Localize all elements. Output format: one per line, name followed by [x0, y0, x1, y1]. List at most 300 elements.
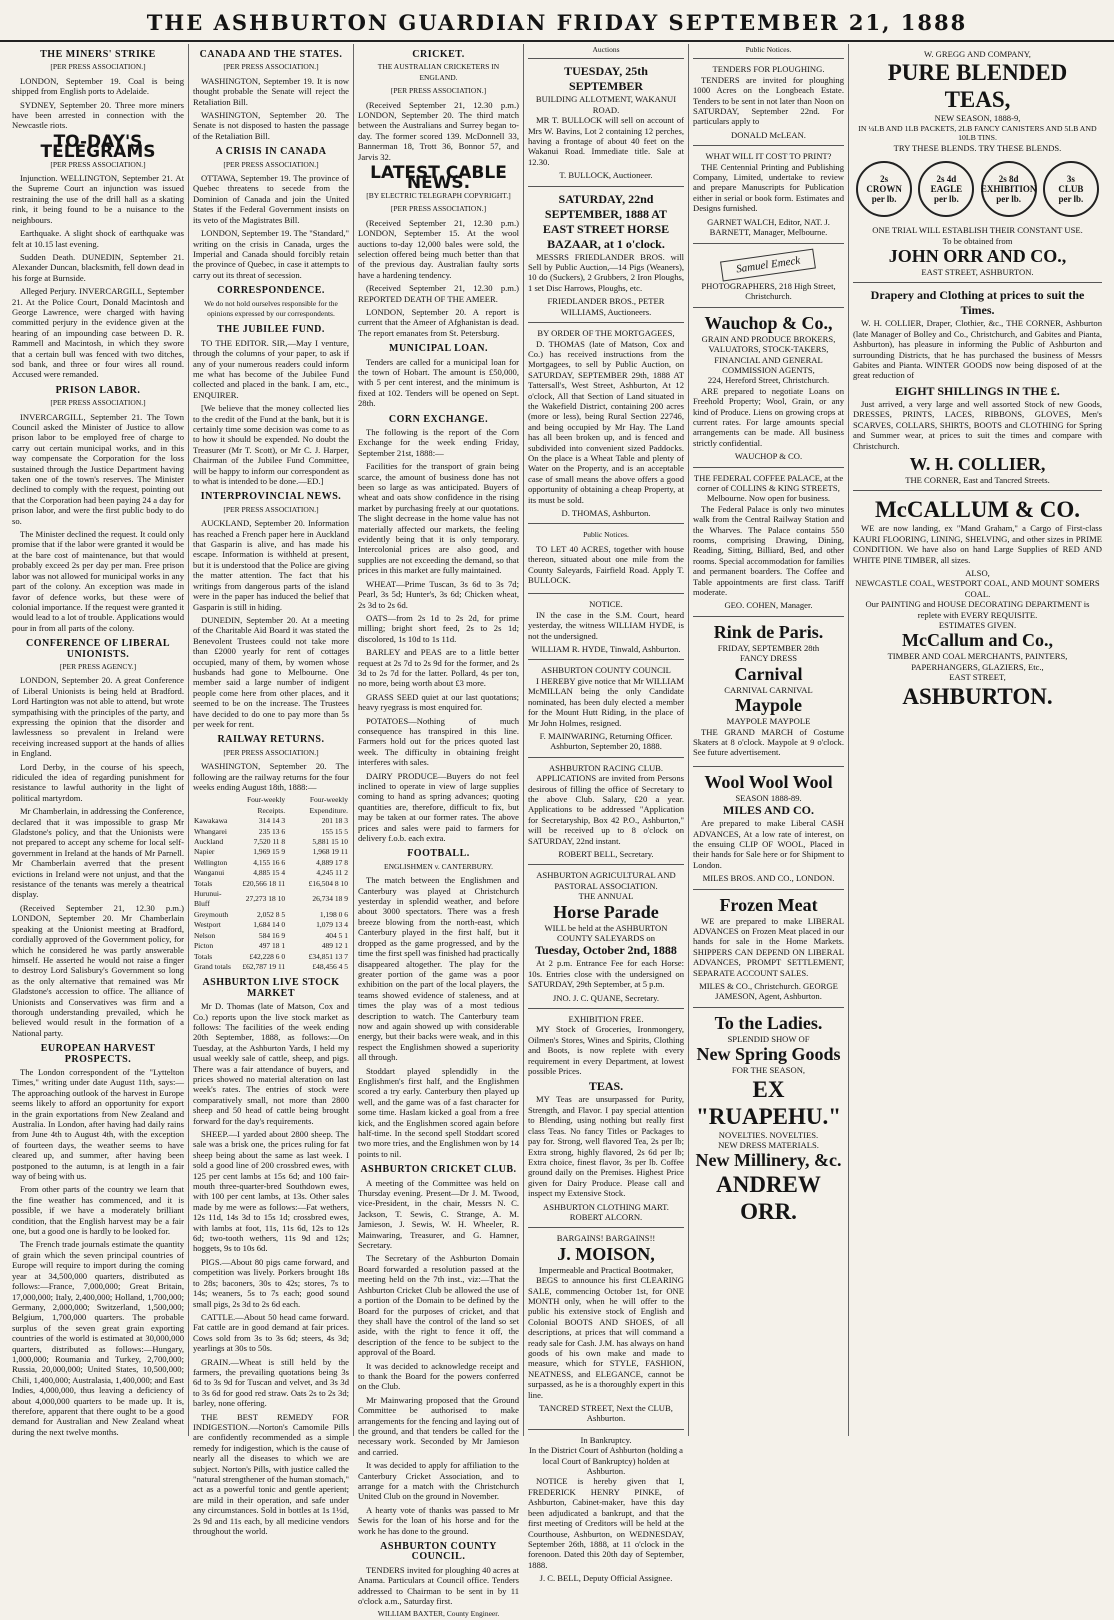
one-trial: ONE TRIAL WILL ESTABLISH THEIR CONSTANT USE.: [872, 225, 1083, 236]
notice-signature: WAUCHOP & CO.: [734, 451, 803, 462]
amount-cell: 314 14 3: [258, 816, 286, 826]
heading-todays-telegrams: TO-DAY'S TELEGRAMS: [40, 131, 156, 163]
signature: WILLIAM BAXTER, County Engineer.: [377, 1609, 500, 1619]
notice-text: BEGS to announce his first CLEARING SALE, commencing October 1st, for ONE MONTH only, when he will offer to the public his extensive stock of English and Colonial BOOTS AND SHOES, of all descriptions, at prices that will command a ready sale for Cash. J.M. has always on hand goods of his own make and made to measure, which for STYLE, FASHION, NEATNESS, and ELEGANCE, cannot be surpassed, as he is a thoroughly expert in this line.: [528, 1275, 684, 1400]
press-credit: [PER PRESS ASSOCIATION.]: [223, 747, 319, 757]
splendid-show: SPLENDID SHOW OF: [727, 1033, 810, 1044]
article-paragraph: INVERCARGILL, September 21. The Town Council asked the Minister of Justice to allow prison labor to be employed free of charge to carry out certain municipal works, and in this way compensate the Corporation for the loss sustained through the Justice Department having taken one of the town's reserves. The Minister declined to comply with the request, pointing out that the Corporation had been paying 24 a day for prison labor, and were the first public body to do so.: [12, 411, 184, 526]
article-paragraph: DUNEDIN, September 20. At a meeting of the Charitable Aid Board it was stated the Benevolent Trustees could not take more than £2000 yearly for rent of cottages occupied, many of them, by women whose husbands had gone to Melbourne. One member said a large number of indigent people come here from other places, and it seemed to be on the increase. The Trustees have decided to do one to pay more than 5s per week for rent.: [193, 614, 349, 729]
article-paragraph: The match between the Englishmen and Canterbury was played at Christchurch yesterday in splendid weather, and before about 3000 spectators. There was a fresh breeze blowing from the north-east, which Canterbury played in the first half, but it dropped as the game progressed, and by the time the first spell was finished had practically disappeared altogether. The play for the greater portion of the game was a poor exhibition on the part of the local players, the teams showed evidence of staleness, and at times the play was of a most tedious description to watch. The Canterbury team now and again showed up with considerable energy, but their backs were weak, and in this respect the Englishmen showed a superiority all through.: [358, 875, 519, 1063]
article-paragraph: WASHINGTON, September 19. It is now thought probable the Senate will reject the Retaliation Bill.: [193, 75, 349, 107]
notice-ad: [528, 593, 684, 659]
wauchop-heading: Wauchop & Co.,: [704, 312, 833, 333]
auction-ad: [528, 186, 684, 322]
tea-price-text: per lb.: [1058, 194, 1084, 205]
table-row: [193, 858, 349, 868]
newspaper-title: THE ASHBURTON GUARDIAN FRIDAY SEPTEMBER 21, 1888: [146, 10, 968, 35]
table-row: [193, 962, 349, 972]
station-cell: Nelson: [194, 930, 216, 940]
article-paragraph: The London correspondent of the "Lyttelton Times," writing under date August 11th, says:—The approaching outlook of the harvest in Europe seems likely to afford an opportunity for export in the grain exportations from New Zealand and Australia. In London, after having had daily rains from June 4th to August 4th, with the exception of fourteen days, the weather seems to have cleared up, and summer, after having been postponed to the autumn, is at length in a fair way of being with us.: [12, 1066, 184, 1182]
amount-cell: 1,684 14 0: [253, 920, 286, 930]
press-credit: [PER PRESS ASSOCIATION.]: [390, 204, 487, 214]
frozen-meat-heading: Frozen Meat: [719, 894, 818, 915]
notice-signature: GARNET WALCH, Editor, NAT. J. BARNETT, Manager, Melbourne.: [707, 216, 830, 238]
notice-paragraph: TENDERS invited for ploughing 40 acres at Anama. Particulars at Council office. Tenders addressed to Chairman to be sent in by 11 o'clock a.m., Saturday first.: [358, 1564, 519, 1607]
notice-signature: ROBERT BELL, Secretary.: [558, 848, 654, 859]
also-label: ALSO,: [965, 567, 990, 578]
andrew-orr-ad: [693, 1007, 844, 1231]
tea-price-text: per lb.: [871, 194, 897, 205]
notice-subtitle: THE ANNUAL: [578, 891, 634, 902]
table-row: [193, 868, 349, 878]
table-row: [193, 827, 349, 837]
heading-crisis-canada: A CRISIS IN CANADA: [215, 146, 327, 158]
alcorn-business: ASHBURTON CLOTHING MART.: [543, 1201, 669, 1212]
section-label: Auctions: [592, 45, 620, 54]
tea-blend-name: EAGLE: [930, 184, 963, 195]
station-cell: Whangarei: [194, 826, 227, 836]
notice-title: NOTICE.: [589, 599, 623, 610]
article-paragraph: Tenders are called for a municipal loan for the town of Hobart. The amount is £50,000, with 5 per cent interest, and the minimum is fixed at 102. Tenders will be opened on Sept. 28th.: [358, 356, 519, 409]
amount-cell: £16,504 8 10: [308, 878, 348, 888]
table-row: [193, 920, 349, 930]
article-paragraph: OATS—from 2s 1d to 2s 2d, for prime milling; bright short feed, 2s to 2s 1d; discolored, 1s 10d to 1s 11d.: [358, 612, 519, 644]
notice-subtitle: GRAIN AND PRODUCE BROKERS, VALUATORS, STOCK-TAKERS, FINANCIAL AND GENERAL COMMISSION AGENTS,: [701, 333, 836, 375]
article-paragraph: The Secretary of the Ashburton Domain Board forwarded a resolution passed at the meeting held on the 7th inst., viz:—That the Ashburton Cricket Club be allowed the use of a portion of the Domain to be defined by the Board for the purposes of cricket, and that they shall have the control of the land so set aside, with the right to fence it off, the description of the fence to be subject to the approval of the Board.: [358, 1253, 519, 1358]
john-orr-address: EAST STREET, ASHBURTON.: [921, 267, 1034, 278]
rink-ad: [693, 616, 844, 766]
station-cell: Napier: [194, 847, 215, 857]
amount-cell: £62,787 19 11: [242, 961, 286, 971]
collier-address: THE CORNER, East and Tancred Streets.: [905, 474, 1050, 485]
notice-title: ASHBURTON AGRICULTURAL AND PASTORAL ASSOCIATION.: [536, 870, 676, 891]
amount-cell: 489 12 1: [321, 941, 348, 951]
notice-text: MY Teas are unsurpassed for Purity, Strength, and Flavor. I pay special attention to Blending, using nothing but really first class Teas. No fancy Titles or Packages to pay for. Strong, well flavored Tea, 2s per lb; Extra strong, highly flavored, 2s 6d per lb; Extra choice, finest flavor, 3s per lb. Coffee ground daily on the Premises. Highest Price given for Dairy Produce. Please call and inspect my Extensive Stock.: [528, 1094, 684, 1199]
article-paragraph: From other parts of the country we learn that the fine weather has commenced, and it is possible, if we have a moderately brilliant condition, that the English harvest may be a fair one, but a good one is hardly to be looked for.: [12, 1184, 184, 1237]
heading-municipal-loan: MUNICIPAL LOAN.: [389, 343, 488, 355]
article-paragraph: Sudden Death. DUNEDIN, September 21. Alexander Duncan, blacksmith, fell down dead in his forge at Burnside.: [12, 251, 184, 283]
press-credit: [PER PRESS ASSOCIATION.]: [390, 86, 487, 96]
auction-date: TUESDAY, 25th SEPTEMBER: [564, 64, 648, 94]
amount-cell: 1,968 19 11: [312, 847, 348, 857]
article-paragraph: AUCKLAND, September 20. Information has reached a French paper here in Auckland that Gasparin is alive, and has made his escape. Information is withheld at present, but it is understood that the Police are giving the matter attention. The fact that his writings from dangerous parts of the island were in the paper has induced the belief that Gasparin is still in hiding.: [193, 518, 349, 612]
notice-text: ARE prepared to negotiate Loans on Freehold Property; Wool, Grain, or any kind of Produce. Liens on growing crops at current rates. For large amounts special arrangements can be made. All business strictly confidential.: [693, 385, 844, 448]
article-paragraph: Earthquake. A slight shock of earthquake was felt at 10.15 last evening.: [12, 228, 184, 249]
tea-blend-name: CLUB: [1058, 184, 1084, 195]
amount-cell: £42,228 6 0: [249, 951, 286, 961]
railway-returns-body: [193, 816, 349, 972]
notice-text: WE are now landing, ex "Mand Graham," a Cargo of First-class KAURI FLOORING, LINING, SHELVING, and other sizes in PRIME CONDITION. We have also on hand Large Supplies of RED AND WHITE PINE TIMBER, all sizes.: [853, 523, 1102, 565]
auction-title: SATURDAY, 22nd SEPTEMBER, 1888 AT EAST STREET HORSE BAZAAR, at 1 o'clock.: [542, 191, 670, 251]
notice-text: TO LET 40 ACRES, together with house thereon, situated about one mile from the County Saleyards, Fairfield Road. Apply T. BULLOCK.: [528, 543, 684, 586]
obtained-from: To be obtained from: [942, 235, 1013, 246]
article-paragraph: WASHINGTON, September 20. The following are the railway returns for the four weeks ending August 18th, 1888:—: [193, 761, 349, 792]
notice-signature: DONALD McLEAN.: [731, 129, 806, 140]
notice-text: MY Stock of Groceries, Ironmongery, Oilmen's Stores, Wines and Spirits, Clothing and Boots, is now replete with every requirement in every Department, at lowest possible Prices.: [528, 1024, 684, 1077]
column-6: [848, 44, 1106, 1436]
tea-price-text: 3s: [1066, 174, 1075, 185]
bankruptcy-notice: [528, 1429, 684, 1589]
amount-cell: 4,155 16 6: [253, 857, 286, 867]
article-paragraph: (Received September 21, 12.30 p.m.) REPORTED DEATH OF THE AMEER.: [358, 283, 519, 304]
article-paragraph: PIGS.—About 80 pigs came forward, and competition was lively. Porkers brought 18s to 28s; baconers, 30s to 42s; stores, 7s to 14s; weaners, 5s to 7s each; good sound small pigs, 2s 3d to 2s 6d each.: [193, 1256, 349, 1309]
section-label: Public Notices.: [745, 45, 792, 54]
ladies-heading: To the Ladies.: [714, 1012, 823, 1033]
moison-address: TANCRED STREET, Next the CLUB, Ashburton.: [539, 1403, 673, 1424]
auction-ad: [528, 58, 684, 185]
maypole-repeat: MAYPOLE MAYPOLE: [726, 716, 811, 727]
amount-cell: 201 18 3: [321, 816, 348, 826]
photographer-ad: [693, 243, 844, 307]
tea-price-text: per lb.: [933, 194, 959, 205]
photographer-logo: Samuel Emeck: [720, 248, 816, 281]
station-cell: Westport: [194, 920, 221, 930]
tea-price-text: per lb.: [996, 194, 1022, 205]
mccallum-heading: McCALLUM & CO.: [874, 497, 1081, 523]
notice-text: TENDERS are invited for ploughing 1000 Acres on the Longbeach Estate. Tenders to be sent in not later than Noon on SATURDAY, September 22nd. For particulars apply to: [693, 74, 844, 127]
auction-signature: FRIEDLANDER BROS., PETER WILLIAMS, Auctioneers.: [547, 296, 665, 317]
article-paragraph: Facilities for the transport of grain being scarce, the amount of business done has not been so large as was anticipated. Buyers of wheat and oats show confidence in the rising market by purchasing freely at our quotations. The slight decrease in the home value has not materially affected our markets, the feeling evidently being that it is only temporary. Intercolonial prices are also good, and supplies are not exceeding the demand, so that prices in this market are fully maintained.: [358, 461, 519, 576]
heading-latest-cable-news: LATEST CABLE NEWS.: [370, 163, 507, 194]
column-2: [188, 44, 353, 1537]
heading-miners-strike: THE MINERS' STRIKE: [40, 49, 156, 60]
notice-text: I HEREBY give notice that Mr WILLIAM McMILLAN being the only Candidate nominated, has been duly elected a member for the Mount Hutt Riding, in the place of Mr John Holmes, resigned.: [528, 675, 684, 728]
tea-price-badge: [918, 161, 974, 217]
wool-company: MILES AND CO.: [722, 803, 814, 818]
amount-cell: 1,969 15 9: [253, 847, 286, 857]
article-paragraph: SHEEP.—I yarded about 2800 sheep. The sale was a brisk one, the prices ruling for fat sheep being about the same as last week. I sold a good line of 200 crossbred ewes, with 125 per cent lambs at 15s 6d; and 100 fair-mouth three-quarter-bred Southdown ewes, with 100 per cent lambs, at 13s. Other sales made by me were as follows:—Fat wethers, 12s 11d, 14s 3d to 15s 1d; crossbred ewes, with lambs at foot, 11s, 11s 6d, 12s to 12s 6d; two-tooth wethers, 11s 9d and 12s; hoggets, 9s to 10s 6d.: [193, 1129, 349, 1254]
amount-cell: 27,273 18 10: [245, 894, 286, 904]
auction-text: D. THOMAS (late of Matson, Cox and Co.) has received instructions from the Mortgagees, to sell by Public Auction, on SATURDAY, SEPTEMBER 29th, 1888 AT Tattersall's, West Street, Ashburton, At 12 o'clock, All that Section of Land situated in the Wakefield District, containing 200 acres (more or less), being Rural Section 22746, and being occupied by Mr Hay. The Land has all been broken up, and is fenced and subdivided into convenient sized Paddocks. On the place is a Wheat Table and plenty of Water on the Property, and is an acceptable case of small means the above offers a good opportunity of obtaining a cheap Property, at its must be sold.: [528, 338, 684, 505]
heading-county-council: ASHBURTON COUNTY COUNCIL.: [380, 1541, 497, 1563]
heading-cricket-club: ASHBURTON CRICKET CLUB.: [360, 1164, 517, 1176]
article-paragraph: Stoddart played splendidly in the Englishmen's first half, and the Englishmen scored a try early. Canterbury then played up well, and the game was of a fast character for some time. Haslam kicked a goal from a free kick, and the Englishmen scored again before half-time. In the second spell Stoddart scored two more tries, and the Englishmen won by 14 points to nil.: [358, 1065, 519, 1159]
station-cell: Totals: [194, 951, 213, 961]
article-paragraph: GRASS SEED quiet at our last quotations; heavy ryegrass is most enquired for.: [358, 691, 519, 713]
editorial-disclaimer: We do not hold ourselves responsible for the opinions expressed by our correspondents.: [204, 298, 338, 318]
article-paragraph: OTTAWA, September 19. The province of Quebec threatens to secede from the Dominion of Canada and join the United States if the Federal Government insists on its veto of the Magistrates Bill.: [193, 173, 349, 225]
page-columns: [8, 44, 1106, 1619]
heading-railway-returns: RAILWAY RETURNS.: [217, 734, 325, 746]
article-paragraph: LONDON, September 19. Coal is being shipped from English ports to Adelaide.: [12, 75, 184, 97]
press-credit: [PER PRESS ASSOCIATION.]: [50, 62, 146, 72]
new-season: NEW SEASON, 1888-9,: [934, 113, 1021, 124]
tea-price-text: 2s 8d: [998, 174, 1019, 185]
article-paragraph: WHEAT—Prime Tuscan, 3s 6d to 3s 7d; Pearl, 3s 5d; Hunter's, 3s 6d; Chicken wheat, 2s 3d to 2s 6d.: [358, 578, 519, 610]
station-cell: Kawakawa: [194, 816, 228, 826]
printing-ad: [693, 145, 844, 242]
article-paragraph: A hearty vote of thanks was passed to Mr Sewis for the loan of his horse and for the work he has done to the ground.: [358, 1504, 519, 1536]
press-credit: [PER PRESS ASSOCIATION.]: [223, 159, 319, 169]
mccallum-town: ASHBURTON.: [902, 683, 1053, 709]
amount-cell: £20,566 18 11: [242, 878, 286, 888]
tender-ad: [693, 58, 844, 145]
notice-signature: JNO. J. C. QUANE, Secretary.: [552, 992, 660, 1003]
amount-cell: 497 18 1: [258, 941, 286, 951]
heading-european-harvest: EUROPEAN HARVEST PROSPECTS.: [40, 1043, 156, 1065]
article-paragraph: LONDON, September 20. A report is current that the Ameer of Afghanistan is dead. The report emanates from St. Petersburg.: [358, 306, 519, 338]
article-paragraph: Injunction. WELLINGTON, September 21. At the Supreme Court an injunction was issued restraining the use of the drill hall as a skating rink, it being found to be a nuisance to the neighbours.: [12, 173, 184, 225]
masthead: [0, 0, 1114, 42]
press-credit: [BY ELECTRIC TELEGRAPH COPYRIGHT.]: [366, 190, 511, 200]
alcorn-name: ROBERT ALCORN.: [569, 1211, 643, 1222]
subheading: THE AUSTRALIAN CRICKETERS IN ENGLAND.: [377, 62, 500, 82]
station-cell: Hurunui-Bluff: [194, 889, 222, 909]
notice-signature: MILES & CO., Christchurch. GEORGE JAMESON, Agent, Ashburton.: [699, 981, 838, 1002]
coffee-palace-ad: [693, 467, 844, 616]
auction-signature: T. BULLOCK, Auctioneer.: [559, 170, 653, 181]
station-cell: Wellington: [194, 857, 228, 867]
article-paragraph: Alleged Perjury. INVERCARGILL, September 21. At the Police Court, Donald Macintosh and George Lawrence, were charged with having committed perjury in the evidence given at the hearing of an impounding case between D. R. Rammell and Macintosh, in which they swore that a certain bull was fenced with two ditches, sod bank, and three or four wires all round. Accused were remanded.: [12, 286, 184, 380]
notice-ad: [528, 523, 684, 593]
press-credit: [PER PRESS AGENCY.]: [59, 661, 137, 671]
heading-canada-states: CANADA AND THE STATES.: [199, 49, 343, 60]
article-paragraph: DAIRY PRODUCE—Buyers do not feel inclined to operate in view of large supplies coming to hand as spring advances; quoting quantities are, therefore, difficult to fix, but may be taken at our former rates. The above prices and sales were paid to farmers for delivery f.o.b. each extra.: [358, 770, 519, 844]
article-paragraph: A meeting of the Committee was held on Thursday evening. Present—Dr J. M. Twood, vice-President, in the chair, Messrs N. C. Jackson, T. Sewis, C. Strange, A. M. Jamieson, J. Sewis, W. H. Wheeler, R. Mainwaring, Treasurer, and G. Hamner, Secretary.: [358, 1177, 519, 1251]
column-1: [8, 44, 188, 1436]
rink-subtitle: FANCY DRESS: [739, 653, 798, 664]
notice-text: Just arrived, a very large and well assorted Stock of new Goods, DRESSES, PRINTS, LACES, RIBBONS, GLOVES, Men's SCARVES, COLLARS, SHIRTS, BOOTS and CLOTHING for Spring and Summer wear, at prices to suit the times and compare with Christchurch.: [853, 398, 1102, 451]
horse-parade-heading: Horse Parade: [553, 901, 659, 922]
auction-signature: D. THOMAS, Ashburton.: [561, 508, 651, 518]
article-paragraph: (Received September 21, 12.30 p.m.) LONDON, September 20. The third match between the Australians and Surrey began to-day. The former scored 139. McDonnell 33, Bannerman 18, Trott 36, Bonnor 57, and Jarvis 32.: [358, 99, 519, 162]
maypole-heading: Maypole: [735, 695, 802, 716]
teas-heading: TEAS.: [588, 1079, 624, 1094]
notice-title: EXHIBITION FREE.: [568, 1014, 644, 1025]
notice-signature: J. C. BELL, Deputy Official Assignee.: [539, 1573, 673, 1584]
article-paragraph: Mr D. Thomas (late of Matson, Cox and Co.) reports upon the live stock market as follows: The facilities of the week ending 20th September, 1888, as follows:—On Tuesday, at the Ashburton Yards, I held my usual weekly sale of cattle, sheep, and pigs. There was a fair attendance of buyers, and prices showed no material alteration on last week's rates. The entries of stock were comparatively small, not more than 2800 sheep and 50 head of cattle being brought forward for the day's requirements.: [193, 1001, 349, 1126]
heading-liberal-unionists: CONFERENCE OF LIBERAL UNIONISTS.: [25, 638, 171, 660]
article-paragraph: GRAIN.—Wheat is still held by the farmers, the prevailing quotations being 3s 6d to 3s 9d for Tuscan and velvet, and 3s 3d to 3s 6d for good red straw. Oats 2s to 2s 3d; barley, none offering.: [193, 1356, 349, 1409]
subheading: ENGLISHMEN v. CANTERBURY.: [384, 861, 493, 871]
table-header: [193, 795, 234, 816]
press-credit: [PER PRESS ASSOCIATION.]: [50, 398, 146, 408]
notice-title: In Bankruptcy.: [580, 1434, 632, 1445]
table-row: [193, 816, 349, 826]
table-header: Four-weekly Expenditure.: [309, 795, 348, 815]
heading-cricket: CRICKET.: [412, 49, 465, 60]
amount-cell: 404 5 1: [325, 930, 348, 940]
bargains-heading: BARGAINS! BARGAINS!!: [556, 1233, 656, 1244]
station-cell: Greymouth: [194, 909, 229, 919]
wauchop-ad: [693, 307, 844, 467]
rink-heading: Rink de Paris.: [713, 621, 824, 642]
notice-text: APPLICATIONS are invited from Persons desirous of filling the office of Secretary to the above Club. Salary, £20 a year. Applications to be addressed "Application for Secretaryship, Box 42 P.O., Ashburton," will be received up to 8 o'clock on SATURDAY, 22nd instant.: [528, 773, 684, 846]
article-paragraph: It was decided to acknowledge receipt and to thank the Board for the powers conferred on the Club.: [358, 1360, 519, 1392]
auction-text: MR T. BULLOCK will sell on account of Mrs W. Bavins, Lot 2 containing 12 perches, having a frontage of about 40 feet on the Wakanui Road. Immediate title. Sale at 12.30.: [528, 115, 684, 167]
auction-ad: [528, 322, 684, 523]
article-paragraph: WASHINGTON, September 20. The Senate is not disposed to hasten the passage of the Retaliation Bill.: [193, 110, 349, 141]
notice-title: WHAT WILL IT COST TO PRINT?: [705, 151, 832, 162]
article-paragraph: It was decided to apply for affiliation to the Canterbury Cricket Association, and to arrange for a match with the Christchurch United Club on the ground in November.: [358, 1460, 519, 1502]
tea-price-text: 2s 4d: [936, 174, 957, 185]
auction-text: MESSRS FRIEDLANDER BROS. will Sell by Public Auction,—14 Pigs (Weaners), 10 do (Suckers), 2 Grubbers, 2 Iron Ploughs, 1 set Disc Harrows, Ploughs, etc.: [528, 251, 684, 293]
pure-blended-teas: PURE BLENDED TEAS,: [887, 60, 1068, 113]
article-paragraph: Mr Chamberlain, in addressing the Conference, declared that it was impossible to grasp Mr Gladstone's policy, and that the Unionists were not prepared to accept any scheme for local self-government in Ireland at the hands of Mr Parnell. Mr Chamberlain averred that the present evictions in Ireland were not unjust, and that the resistance of the tenants was merely a theatrical display.: [12, 806, 184, 900]
wool-heading: Wool Wool Wool: [704, 771, 833, 792]
article-paragraph: Lord Derby, in the course of his speech, ridiculed the idea of regarding punishment for resistance to lawful authority in the light of political martyrdom.: [12, 761, 184, 803]
notice-text: WILL be held at the ASHBURTON COUNTY SALEYARDS on: [544, 922, 668, 943]
mccallum-ad: [853, 490, 1102, 714]
notice-title: ASHBURTON RACING CLUB.: [548, 762, 664, 773]
column-5: [688, 44, 848, 1436]
article-paragraph: SYDNEY, September 20. Three more miners have been arrested in connection with the Newcastle riots.: [12, 99, 184, 131]
notice-text: At 2 p.m. Entrance Fee for each Horse: 10s. Entries close with the undersigned on SATURDAY, 29th September, at 5 p.m.: [528, 958, 684, 990]
amount-cell: 4,889 17 8: [316, 857, 348, 867]
notice-text: W. H. COLLIER, Draper, Clothier, &c., THE CORNER, Ashburton (late Manager of Bolley and Co., Christchurch, and Gabites and Pianta, Ashburton), has pleasure in informing the Public of Ashburton and surrounding Districts, that he has purchased the business of Messrs Gabites and Pianta. WINTER GOODS now being disposed of at the great reduction of: [853, 318, 1102, 381]
amount-cell: 1,198 0 6: [319, 909, 348, 919]
moison-ad: [528, 1227, 684, 1429]
heading-prison-labor: PRISON LABOR.: [55, 384, 141, 396]
carnival-repeat: CARNIVAL CARNIVAL: [724, 684, 813, 695]
station-cell: Wanganui: [194, 868, 225, 878]
painting-line: Our PAINTING and HOUSE DECORATING DEPARTMENT is replete with EVERY REQUISITE.: [865, 599, 1090, 620]
amount-cell: 155 15 5: [321, 826, 348, 836]
mccallum-name: McCallum and Co.,: [901, 630, 1053, 651]
gregg-tea-ad: [853, 44, 1102, 282]
table-row: [193, 910, 349, 920]
station-cell: Auckland: [194, 837, 224, 847]
mccallum-trades: TIMBER AND COAL MERCHANTS, PAINTERS, PAPERHANGERS, GLAZIERS, Etc.,: [887, 651, 1068, 672]
notice-text: IN the case in the S.M. Court, heard yesterday, the witness WILLIAM HYDE, is not the undersigned.: [528, 609, 684, 641]
article-paragraph: CATTLE.—About 50 head came forward. Fat cattle are in good demand at fair prices. Cows sold from 3s to 3s 6d; steers, 4s 3d; yearlings at 30s to 50s.: [193, 1311, 349, 1354]
article-paragraph: The Minister declined the request. It could only promise that if the labor were granted it would be at the bare cost of maintenance, but that would probably exceed 2s per day per man. Free prison labor was not allowed for municipal works in any part of the colony. An exception was made in favor of defence works, but these were of colonial importance. If the request were granted it would lead to a lot of trouble. Applications would pour in from all parts of the colony.: [12, 529, 184, 633]
article-paragraph: LONDON, September 20. A great Conference of Liberal Unionists is being held at Bradford. Lord Hartington was not able to attend, but wrote sympathising with the principles of the party, and expressing the opinion that the disorder and lawlessness so prevalent in Ireland were receiving increased support at the hands of allies in England.: [12, 675, 184, 759]
amount-cell: £34,851 13 7: [308, 951, 348, 961]
station-cell: Totals: [194, 878, 213, 888]
table-row: [193, 847, 349, 857]
tea-price-text: 2s: [880, 174, 889, 185]
moison-name: J. MOISON,: [557, 1243, 655, 1264]
letter-paragraph: TO THE EDITOR. SIR,—May I venture, through the columns of your paper, to ask if any of your numerous readers could inform me what has become of the Jubilee Fund collected and placed in the bank. I am, etc., ENQUIRER.: [193, 337, 349, 400]
novelties: NOVELTIES. NOVELTIES.: [718, 1129, 819, 1140]
horse-parade-date: Tuesday, October 2nd, 1888: [535, 943, 677, 958]
amount-cell: 235 13 6: [258, 826, 286, 836]
article-paragraph: BARLEY and PEAS are to a little better request at 2s 7d to 2s 9d for the former, and 2s 3d to 2s 7d for the latter. Pollard, 4s per ton, no more, being worth about £3 more.: [358, 647, 519, 689]
for-season: FOR THE SEASON,: [731, 1065, 806, 1076]
press-credit: [PER PRESS ASSOCIATION.]: [223, 62, 319, 72]
notice-signature: WILLIAM R. HYDE, Tinwald, Ashburton.: [531, 644, 681, 655]
tea-price-circles: [853, 161, 1102, 217]
tea-price-badge: [1043, 161, 1099, 217]
notice-address: 224, Hereford Street, Christchurch.: [707, 375, 830, 386]
heading-jubilee-fund: THE JUBILEE FUND.: [217, 324, 325, 336]
notice-text: The Federal Palace is only two minutes walk from the Central Railway Station and the Wharves. The Palace contains 550 rooms, comprising Drawing, Dining, Reading, Sitting, Billiard, Bed, and other rooms. Special accommodation for families and permanent boarders. The Coffee and Table appointments are first class. Tariff moderate.: [693, 503, 844, 598]
table-row: [193, 837, 349, 847]
notice-text: WE are prepared to make LIBERAL ADVANCES on Frozen Meat placed in our hands for sale in the Home Markets. SHIPPERS CAN DEPEND ON LIBERAL ADVANCES, PROMPT SETTLEMENT, SEPARATE ACCOUNT SALES.: [693, 915, 844, 978]
andrew-orr-name: ANDREW ORR.: [716, 1172, 821, 1225]
notice-text: THE GRAND MARCH of Costume Skaters at 8 o'clock. Maypole at 9 o'clock. See future advertisement.: [693, 726, 844, 758]
tea-blend-name: CROWN: [866, 184, 902, 195]
heading-football: FOOTBALL.: [407, 848, 470, 860]
ruapehu-heading: EX "RUAPEHU.": [695, 1076, 841, 1129]
mccallum-street: EAST STREET,: [949, 672, 1006, 683]
article-paragraph: LONDON, September 19. The "Standard," writing on the crisis in Canada, urges the Imperial and Canada should forcibly retain the province of Quebec, in case it attempts to carry out its threat of secession.: [193, 228, 349, 280]
rink-date: FRIDAY, SEPTEMBER 28th: [717, 642, 820, 653]
heading-corn-exchange: CORN EXCHANGE.: [388, 413, 489, 425]
try-blends: TRY THESE BLENDS. TRY THESE BLENDS.: [893, 142, 1062, 153]
article-paragraph: The French trade journals estimate the quantity of grain which the seven principal countries of Europe will require to import during the coming year at 34,500,000 quarters, distributed as follows:—France, 7,000,000; Great Britain, 17,000,000; Italy, 2,400,000; Holland, 1,700,000; Germany, 2,000,000; Switzerland, 1,500,000; Belgium, 1,700,000 quarters. The probable surplus of the seven great grain exporting countries of the world is estimated at 30,000,000 quarters, distributed as follows:—Hungary, 1,000,000; Roumania and Turkey, 2,700,000; Russia, 20,000,000; United States, 10,500,000; Chili, 1,400,000; Australasia, 1,400,000; and East Indies, 4,000,000, thus leaving a deficiency of about 4,000,000 quarters to be made up. It is, therefore, apparent that there ought to be a good demand for Australian and New Zealand wheat during the next twelve months.: [12, 1239, 184, 1437]
moison-trade: Impermeable and Practical Bootmaker,: [538, 1264, 674, 1275]
column-4: [523, 44, 688, 1584]
dress-materials: NEW DRESS MATERIALS.: [718, 1140, 819, 1151]
estimates-line: ESTIMATES GIVEN.: [938, 619, 1017, 630]
notice-text: THE Centennial Printing and Publishing Company, Limited, undertake to review and prepare Manuscripts for Publication either in serial or book form. Estimates and Designs furnished.: [693, 161, 844, 214]
horse-parade-ad: [528, 864, 684, 1008]
notice-signature: GEO. COHEN, Manager.: [724, 600, 813, 611]
packets-info: IN ¼LB AND 1LB PACKETS, 2LB FANCY CANISTERS AND 5LB AND 10LB TINS.: [858, 123, 1097, 143]
auction-title: BUILDING ALLOTMENT, WAKANUI ROAD.: [535, 94, 677, 115]
amount-cell: 26,734 18 9: [312, 894, 348, 904]
amount-cell: 584 16 9: [258, 930, 286, 940]
notice-subtitle: In the District Court of Ashburton (holding a local Court of Bankruptcy) holden at Ashburton.: [529, 1445, 683, 1477]
drapery-heading: Drapery and Clothing at prices to suit the Times.: [870, 288, 1085, 318]
station-cell: Grand totals: [194, 961, 231, 971]
notice-text: PHOTOGRAPHERS, 218 High Street, Christchurch.: [701, 280, 836, 302]
table-row: [193, 941, 349, 951]
notice-text: NOTICE is hereby given that I, FREDERICK HENRY PINKE, of Ashburton, Cabinet-maker, have this day been adjudicated a bankrupt, and that the first meeting of Creditors will be held at the Courthouse, Ashburton, on WEDNESDAY, September 26th, 1888, at 11 o'clock in the forenoon. Dated this 20th day of September, 1888.: [528, 1476, 684, 1570]
notice-title: ASHBURTON COUNTY COUNCIL: [541, 665, 671, 676]
tea-price-badge: [856, 161, 912, 217]
carnival-heading: Carnival: [734, 663, 803, 684]
gregg-company: W. GREGG AND COMPANY,: [924, 49, 1031, 59]
press-credit: [PER PRESS ASSOCIATION.]: [50, 159, 146, 169]
section-label: Public Notices.: [583, 530, 629, 540]
amount-cell: 7,520 11 8: [253, 837, 286, 847]
notice-signature: F. MAINWARING, Returning Officer. Ashburton, September 20, 1888.: [539, 730, 673, 752]
notice-signature: MILES BROS. AND CO., LONDON.: [702, 873, 835, 884]
wool-season: SEASON 1888-89.: [735, 792, 802, 803]
article-paragraph: Mr Mainwaring proposed that the Ground Committee be authorised to make arrangements for the fencing and laying out of the ground, and that tenders be called for the necessary work. Seconded by Mr Jamieson and carried.: [358, 1394, 519, 1457]
coal-line: NEWCASTLE COAL, WESTPORT COAL, AND MOUNT SOMERS COAL.: [855, 578, 1100, 599]
table-header: Four-weekly Receipts.: [246, 795, 286, 815]
tea-price-badge: [981, 161, 1037, 217]
article-paragraph: (Received September 21, 12.30 p.m.) LONDON, September 20. Mr Chamberlain speaking at the Unionist meeting at Bradford, cordially approved of the Government policy, for which he considered he was partly answerable himself. He asserted he would not raise a finger to destroy Lord Salisbury's Government so long as the only alternative that remained was Mr Gladstone's accession to office. The alliance of Unionists and Conservatives was firm and a thorough understanding prevailed, which he believed would result in the formation of a National party.: [12, 902, 184, 1038]
spring-goods-heading: New Spring Goods: [696, 1044, 841, 1065]
column-3: [353, 44, 523, 1619]
notice-ad: [528, 757, 684, 865]
notice-title: THE FEDERAL COFFEE PALACE, at the corner of COLLINS & KING STREETS, Melbourne. Now open for business.: [693, 472, 844, 504]
amount-cell: 2,052 8 5: [257, 909, 286, 919]
article-paragraph: The following is the report of the Corn Exchange for the week ending Friday, September 21st, 1888:—: [358, 427, 519, 458]
amount-cell: £48,456 4 5: [312, 961, 348, 971]
advert-paragraph: THE BEST REMEDY FOR INDIGESTION.—Norton's Camomile Pills are confidently recommended as a simple remedy for indigestion, which is the cause of nearly all the diseases to which we are subject. Norton's Pills, with justice called the "natural strengthener of the human stomach," act as a powerful tonic and gentle aperient; are mild in their operation, and safe under any circumstances. Sold in bottles at 1s 1½d, 2s 9d and 11s each, by all medicine vendors throughout the world.: [193, 1411, 349, 1537]
notice-ad: [528, 659, 684, 756]
auction-title: BY ORDER OF THE MORTGAGEES,: [537, 328, 675, 339]
amount-cell: 5,881 15 10: [312, 837, 348, 847]
article-paragraph: POTATOES—Nothing of much consequence has transpired in this line. Farmers hold out for the prices quoted last week. The difficulty in obtaining freight interferes with sales.: [358, 715, 519, 768]
millinery-heading: New Millinery, &c.: [695, 1150, 842, 1171]
alcorn-ad: [528, 1008, 684, 1227]
heading-live-stock-market: ASHBURTON LIVE STOCK MARKET: [202, 977, 340, 999]
wool-ad: [693, 766, 844, 889]
collier-ad: [853, 282, 1102, 490]
heading-correspondence: CORRESPONDENCE.: [217, 285, 325, 297]
railway-returns-table: [193, 795, 349, 972]
table-row: [193, 952, 349, 962]
eight-shillings: EIGHT SHILLINGS IN THE £.: [895, 383, 1060, 398]
amount-cell: 4,885 15 4: [253, 868, 286, 878]
notice-text: Are prepared to make Liberal CASH ADVANCES, At a low rate of interest, on the ensuing CLIP OF WOOL, Placed in their hands for Sale here or for Shipment to London.: [693, 818, 844, 870]
notice-title: TENDERS FOR PLOUGHING.: [712, 64, 825, 75]
table-row: [193, 931, 349, 941]
frozen-meat-ad: [693, 889, 844, 1007]
station-cell: Picton: [194, 941, 214, 951]
press-credit: [PER PRESS ASSOCIATION.]: [223, 504, 319, 514]
amount-cell: 4,245 11 2: [316, 868, 348, 878]
tea-blend-name: EXHIBITION: [980, 184, 1037, 195]
article-paragraph: (Received September 21, 12.30 p.m.) LONDON, September 15. At the wool auctions to-day 12,000 bales were sold, the selection offered being much better than that of the previous day. Australian faulty sorts have a hardening tendency.: [358, 217, 519, 280]
